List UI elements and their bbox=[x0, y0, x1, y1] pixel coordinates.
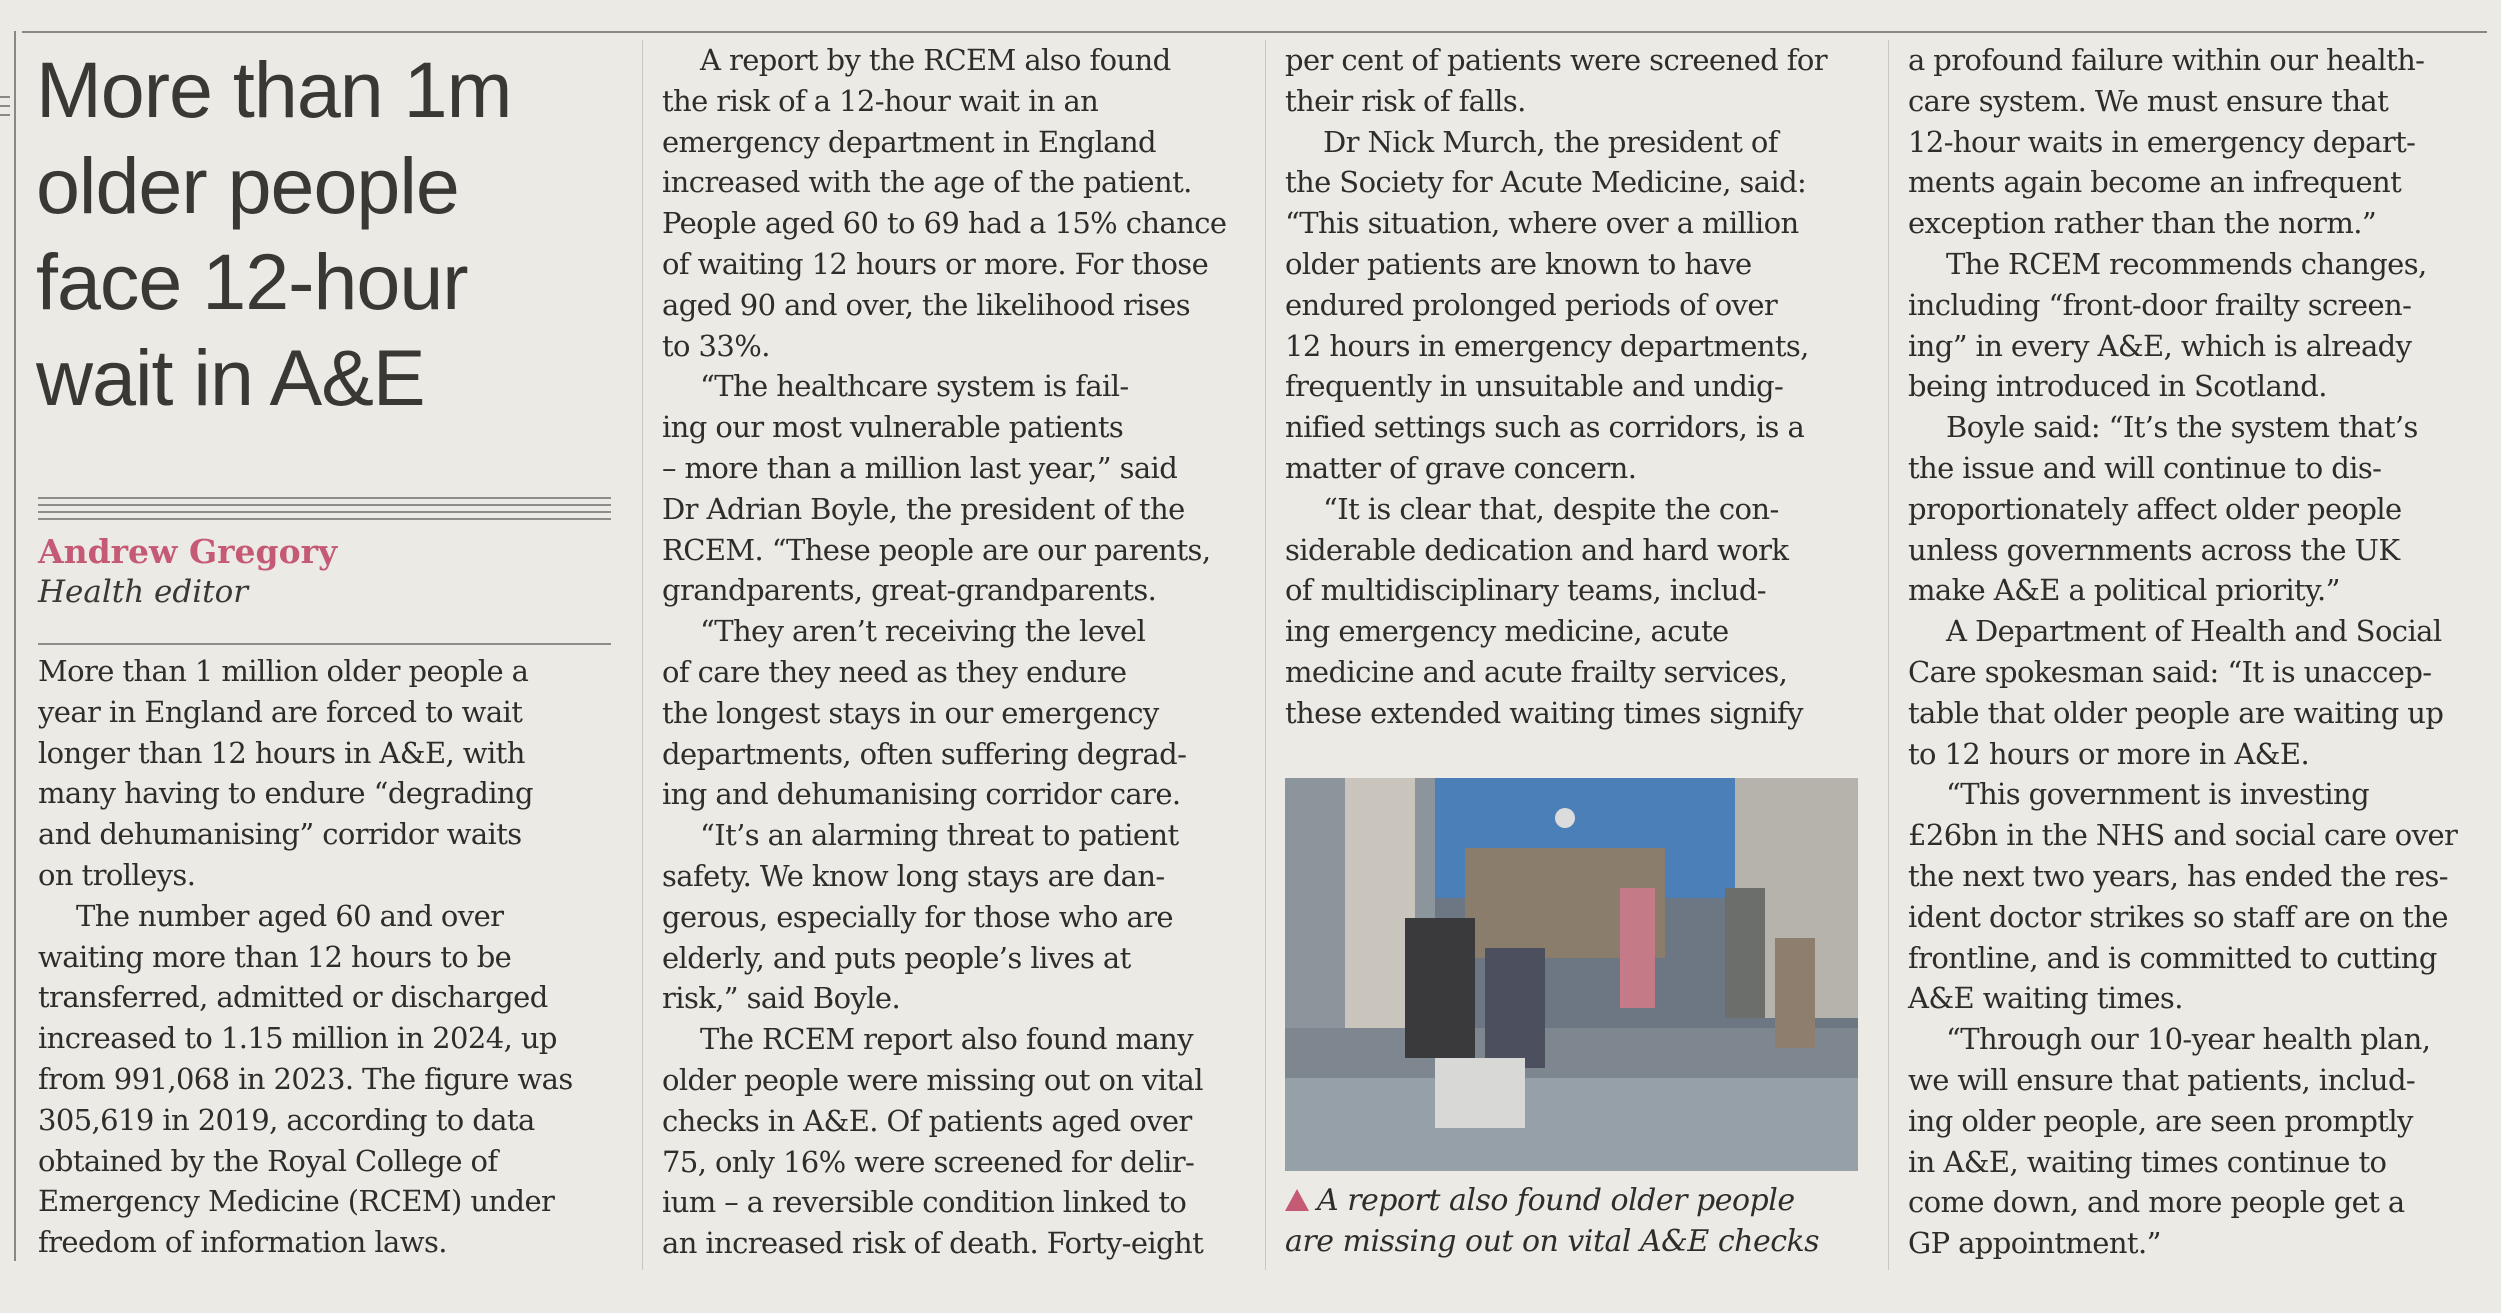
article-text-line: 75, only 16% were screened for delir- bbox=[662, 1144, 1195, 1179]
article-text-line: nified settings such as corridors, is a bbox=[1285, 410, 1805, 445]
article-text-line: A&E waiting times. bbox=[1908, 981, 2183, 1016]
article-text-line: proportionately affect older people bbox=[1908, 491, 2402, 526]
headline-line: face 12-hour bbox=[36, 237, 468, 326]
article-text-line: RCEM. “These people are our parents, bbox=[662, 532, 1211, 567]
article-text-line: ing” in every A&E, which is already bbox=[1908, 328, 2412, 363]
article-text-line: to 33%. bbox=[662, 328, 770, 363]
caption-text: A report also found older people bbox=[1317, 1183, 1795, 1218]
article-text-line: “This situation, where over a million bbox=[1285, 206, 1799, 241]
article-text-line: medicine and acute frailty services, bbox=[1285, 654, 1788, 689]
article-text-line: the risk of a 12-hour wait in an bbox=[662, 83, 1099, 118]
headline-line: More than 1m bbox=[36, 45, 512, 134]
article-text-line: being introduced in Scotland. bbox=[1908, 369, 2327, 404]
author-name: Andrew Gregory bbox=[38, 532, 338, 571]
article-text-line: The RCEM report also found many bbox=[700, 1022, 1193, 1057]
column-divider bbox=[642, 40, 643, 1270]
article-text-line: checks in A&E. Of patients aged over bbox=[662, 1103, 1192, 1138]
article-text-line: gerous, especially for those who are bbox=[662, 899, 1173, 934]
article-text-line: aged 90 and over, the likelihood rises bbox=[662, 287, 1190, 322]
article-text-line: on trolleys. bbox=[38, 857, 196, 892]
article-text-line: People aged 60 to 69 had a 15% chance bbox=[662, 206, 1227, 241]
article-text-line: of waiting 12 hours or more. For those bbox=[662, 246, 1209, 281]
article-text-line: obtained by the Royal College of bbox=[38, 1143, 498, 1178]
column-divider bbox=[1265, 40, 1266, 1270]
article-column-3 bbox=[1285, 40, 1860, 734]
article-text-line: many having to endure “degrading bbox=[38, 776, 533, 811]
article-text-line: Dr Nick Murch, the president of bbox=[1323, 124, 1778, 159]
article-text-line: – more than a million last year,” said bbox=[662, 450, 1178, 485]
article-text-line: from 991,068 in 2023. The figure was bbox=[38, 1061, 573, 1096]
article-text-line: GP appointment.” bbox=[1908, 1226, 2161, 1261]
article-column-1 bbox=[38, 651, 613, 1263]
article-text-line: 12-hour waits in emergency depart- bbox=[1908, 124, 2416, 159]
article-text-line: table that older people are waiting up bbox=[1908, 695, 2444, 730]
article-text-line: come down, and more people get a bbox=[1908, 1185, 2405, 1220]
article-text-line: siderable dedication and hard work bbox=[1285, 532, 1789, 567]
article-text-line: A Department of Health and Social bbox=[1946, 614, 2442, 649]
article-text-line: 12 hours in emergency departments, bbox=[1285, 328, 1809, 363]
article-text-line: 305,619 in 2019, according to data bbox=[38, 1102, 535, 1137]
article-text-line: Care spokesman said: “It is unaccep- bbox=[1908, 654, 2432, 689]
article-text-line: increased to 1.15 million in 2024, up bbox=[38, 1021, 557, 1056]
triangle-icon bbox=[1285, 1189, 1309, 1211]
article-text-line: these extended waiting times signify bbox=[1285, 695, 1803, 730]
article-text-line: make A&E a political priority.” bbox=[1908, 573, 2340, 608]
article-text-line: The RCEM recommends changes, bbox=[1946, 246, 2427, 281]
article-text-line: transferred, admitted or discharged bbox=[38, 980, 548, 1015]
article-text-line: risk,” said Boyle. bbox=[662, 981, 901, 1016]
article-text-line: ing older people, are seen promptly bbox=[1908, 1103, 2413, 1138]
article-text-line: “The healthcare system is fail- bbox=[700, 369, 1129, 404]
article-text-line: safety. We know long stays are dan- bbox=[662, 858, 1165, 893]
article-text-line: longer than 12 hours in A&E, with bbox=[38, 735, 525, 770]
article-text-line: frequently in unsuitable and undig- bbox=[1285, 369, 1784, 404]
article-text-line: ing our most vulnerable patients bbox=[662, 410, 1124, 445]
author-role: Health editor bbox=[38, 574, 249, 610]
article-text-line: £26bn in the NHS and social care over bbox=[1908, 818, 2458, 853]
article-text-line: per cent of patients were screened for bbox=[1285, 43, 1827, 77]
article-text-line: the next two years, has ended the res- bbox=[1908, 858, 2448, 893]
article-text-line: the issue and will continue to dis- bbox=[1908, 450, 2382, 485]
article-text-line: A report by the RCEM also found bbox=[700, 43, 1171, 77]
article-text-line: ments again become an infrequent bbox=[1908, 165, 2402, 200]
column-divider bbox=[1888, 40, 1889, 1270]
headline-line: older people bbox=[36, 141, 459, 230]
article-text-line: ing emergency medicine, acute bbox=[1285, 614, 1729, 649]
article-text-line: of care they need as they endure bbox=[662, 654, 1127, 689]
article-text-line: “It is clear that, despite the con- bbox=[1323, 491, 1779, 526]
article-text-line: older people were missing out on vital bbox=[662, 1062, 1203, 1097]
hospital-waiting-room-photo bbox=[1285, 778, 1858, 1171]
article-text-line: the longest stays in our emergency bbox=[662, 695, 1159, 730]
article-text-line: unless governments across the UK bbox=[1908, 532, 2400, 567]
article-text-line: frontline, and is committed to cutting bbox=[1908, 940, 2437, 975]
article-text-line: we will ensure that patients, includ- bbox=[1908, 1062, 2416, 1097]
article-text-line: endured prolonged periods of over bbox=[1285, 287, 1778, 322]
article-text-line: “This government is investing bbox=[1946, 777, 2370, 812]
article-text-line: “Through our 10-year health plan, bbox=[1946, 1022, 2431, 1057]
article-text-line: and dehumanising” corridor waits bbox=[38, 817, 522, 852]
article-text-line: emergency department in England bbox=[662, 124, 1157, 159]
headline-line: wait in A&E bbox=[36, 333, 425, 422]
article-text-line: a profound failure within our health- bbox=[1908, 43, 2425, 77]
byline-rules bbox=[38, 497, 611, 523]
article-text-line: in A&E, waiting times continue to bbox=[1908, 1144, 2387, 1179]
article-column-2 bbox=[662, 40, 1237, 1264]
article-text-line: freedom of information laws. bbox=[38, 1225, 447, 1260]
photo-caption bbox=[1285, 1180, 1885, 1262]
body-rule bbox=[38, 643, 611, 645]
article-text-line: of multidisciplinary teams, includ- bbox=[1285, 573, 1767, 608]
article-text-line: to 12 hours or more in A&E. bbox=[1908, 736, 2310, 771]
article-text-line: increased with the age of the patient. bbox=[662, 165, 1192, 200]
article-text-line: Emergency Medicine (RCEM) under bbox=[38, 1184, 555, 1219]
article-text-line: year in England are forced to wait bbox=[38, 694, 523, 729]
caption-line bbox=[1285, 1180, 1885, 1221]
article-text-line: matter of grave concern. bbox=[1285, 450, 1637, 485]
article-text-line: an increased risk of death. Forty-eight bbox=[662, 1226, 1204, 1261]
top-rule bbox=[22, 31, 2487, 33]
article-text-line: elderly, and puts people’s lives at bbox=[662, 940, 1131, 975]
headline bbox=[36, 42, 626, 426]
article-text-line: More than 1 million older people a bbox=[38, 654, 529, 688]
article-text-line: Boyle said: “It’s the system that’s bbox=[1946, 410, 2418, 445]
article-text-line: care system. We must ensure that bbox=[1908, 83, 2389, 118]
article-text-line: “They aren’t receiving the level bbox=[700, 614, 1146, 649]
article-text-line: The number aged 60 and over bbox=[76, 898, 504, 933]
article-text-line: older patients are known to have bbox=[1285, 246, 1752, 281]
article-text-line: their risk of falls. bbox=[1285, 83, 1526, 118]
article-text-line: the Society for Acute Medicine, said: bbox=[1285, 165, 1807, 200]
article-text-line: departments, often suffering degrad- bbox=[662, 736, 1187, 771]
article-text-line: Dr Adrian Boyle, the president of the bbox=[662, 491, 1185, 526]
article-text-line: exception rather than the norm.” bbox=[1908, 206, 2377, 241]
edge-marks bbox=[0, 96, 10, 124]
article-text-line: ium – a reversible condition linked to bbox=[662, 1185, 1187, 1220]
caption-line: are missing out on vital A&E checks bbox=[1285, 1224, 1820, 1259]
article-column-4 bbox=[1908, 40, 2483, 1264]
left-rule bbox=[14, 31, 16, 1261]
article-text-line: grandparents, great-grandparents. bbox=[662, 573, 1157, 608]
article-text-line: waiting more than 12 hours to be bbox=[38, 939, 512, 974]
article-text-line: “It’s an alarming threat to patient bbox=[700, 818, 1179, 853]
article-text-line: ing and dehumanising corridor care. bbox=[662, 777, 1181, 812]
article-text-line: including “front-door frailty screen- bbox=[1908, 287, 2412, 322]
article-text-line: ident doctor strikes so staff are on the bbox=[1908, 899, 2448, 934]
